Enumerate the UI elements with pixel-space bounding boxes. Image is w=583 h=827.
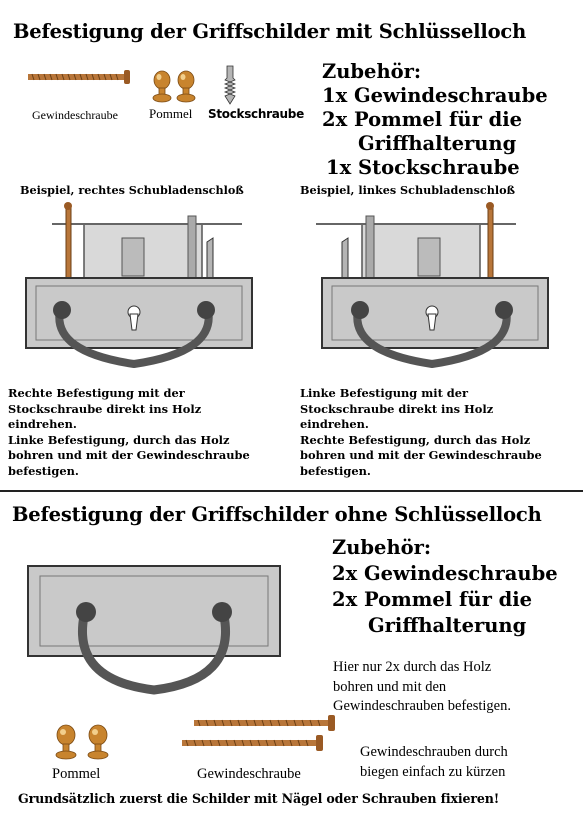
description-line: Linke Befestigung, durch das Holz xyxy=(8,432,230,447)
accessory-item: Griffhalterung xyxy=(358,132,517,155)
description-line: eindrehen. xyxy=(300,417,369,432)
description-line: Rechte Befestigung mit der xyxy=(8,386,185,400)
pommel-label: Pommel xyxy=(149,106,193,121)
drilling-note xyxy=(333,658,511,717)
left-lock-handle-illustration xyxy=(306,202,556,372)
pommel-label: Pommel xyxy=(52,766,101,782)
description-line: befestigen. xyxy=(300,463,371,478)
stock-screw-label: Stockschraube xyxy=(208,107,304,121)
section-divider xyxy=(0,490,583,492)
description-line: eindrehen. xyxy=(8,417,77,432)
description-line: Stockschraube direkt ins Holz xyxy=(300,401,494,416)
threaded-screw-illustration xyxy=(28,70,136,84)
accessory-item: 2x Gewindeschraube xyxy=(332,562,558,585)
stock-screw-illustration xyxy=(223,66,237,104)
description-line: befestigen. xyxy=(8,463,79,478)
description-line: bohren und mit der Gewindeschraube xyxy=(8,448,250,463)
accessories-list-1 xyxy=(322,60,548,180)
footer-note: Grundsätzlich zuerst die Schilder mit Nägel oder Schrauben fixieren! xyxy=(18,791,500,806)
section2-title: Befestigung der Griffschilder ohne Schlüsselloch xyxy=(12,503,542,526)
description-line: Linke Befestigung mit der xyxy=(300,386,469,400)
accessory-item: 2x Pommel für die xyxy=(322,108,523,131)
note-line: Hier nur 2x durch das Holz xyxy=(333,659,492,675)
description-line: bohren und mit der Gewindeschraube xyxy=(300,448,542,463)
accessory-item: 2x Pommel für die xyxy=(332,588,533,611)
example-left-description xyxy=(300,386,542,480)
accessory-item: Griffhalterung xyxy=(368,614,527,637)
note-line: Gewindeschrauben durch xyxy=(360,744,508,760)
note-line: Gewindeschrauben befestigen. xyxy=(333,698,511,714)
plain-handle-illustration xyxy=(26,560,286,698)
section1-title: Befestigung der Griffschilder mit Schlüsselloch xyxy=(13,20,527,43)
accessory-item: 1x Stockschraube xyxy=(326,156,520,179)
accessories-heading: Zubehör: xyxy=(332,536,432,559)
example-right-description xyxy=(8,386,250,480)
pommel-pair-illustration xyxy=(150,70,200,104)
shortening-note xyxy=(360,743,508,782)
example-right-caption: Beispiel, rechtes Schubladenschloß xyxy=(20,183,244,197)
description-line: Stockschraube direkt ins Holz xyxy=(8,401,202,416)
note-line: biegen einfach zu kürzen xyxy=(360,763,506,780)
accessories-list-2 xyxy=(332,535,558,639)
accessory-item: 1x Gewindeschraube xyxy=(322,84,548,107)
accessories-heading: Zubehör: xyxy=(322,60,422,83)
note-line: bohren und mit den xyxy=(333,678,447,695)
example-left-caption: Beispiel, linkes Schubladenschloß xyxy=(300,183,516,197)
screw-label: Gewindeschraube xyxy=(32,108,118,122)
description-line: Rechte Befestigung, durch das Holz xyxy=(300,432,531,447)
pommel-pair-illustration xyxy=(52,724,114,762)
right-lock-handle-illustration xyxy=(22,202,272,372)
screw-label: Gewindeschraube xyxy=(197,766,301,782)
threaded-screws-illustration xyxy=(182,714,338,756)
